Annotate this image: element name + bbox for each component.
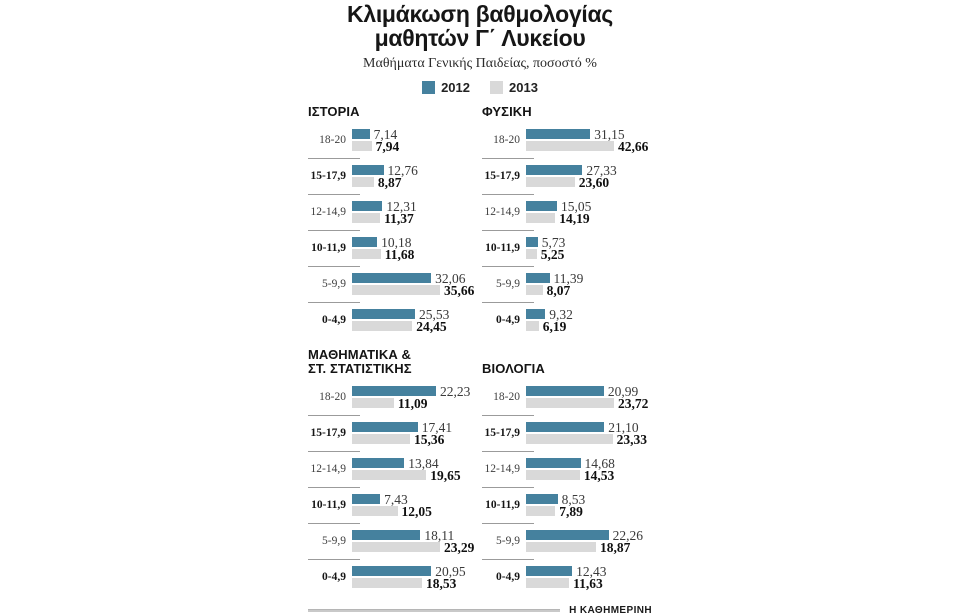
bar-2013: [526, 285, 543, 295]
value-label-2013: 19,65: [430, 467, 461, 483]
grade-band-row: [308, 123, 478, 158]
bar-line-2013: [352, 503, 478, 519]
grade-band-row: [308, 194, 478, 230]
panel-title: [308, 347, 478, 376]
value-label-2013: 8,87: [377, 174, 402, 190]
bar-line-2012: [526, 491, 652, 507]
bar-2012: [352, 530, 420, 540]
value-label-2012: 12,43: [576, 563, 607, 579]
value-label-2013: 42,66: [618, 138, 649, 154]
bar-line-2013: [526, 539, 652, 555]
legend-label-2013: 2013: [509, 80, 538, 95]
value-label-2012: 22,26: [612, 527, 643, 543]
value-label-2013: 18,53: [426, 575, 457, 591]
value-label-2013: 7,89: [559, 503, 583, 519]
bar-pair: [526, 270, 652, 298]
bar-2013: [352, 177, 374, 187]
bar-pair: [352, 419, 478, 447]
legend-swatch-2013-icon: [490, 81, 503, 94]
value-label-2012: 20,99: [607, 383, 639, 399]
panel-title-line: ΦΥΣΙΚΗ: [482, 104, 532, 119]
bar-pair: [352, 198, 478, 226]
value-label-2012: 7,14: [373, 126, 398, 142]
grade-band-row: [482, 451, 652, 487]
row-body: [482, 380, 652, 415]
grade-band-label: 0-4,9: [496, 314, 520, 326]
value-label-2013: 6,19: [542, 318, 567, 334]
grade-band-label: 5-9,9: [322, 278, 346, 290]
value-label-2013: 24,45: [416, 318, 447, 334]
bar-line-2012: [352, 162, 478, 178]
bar-line-2012: [526, 527, 652, 543]
grade-band-label: 0-4,9: [322, 571, 346, 583]
grade-band-row: [308, 230, 478, 266]
bar-2013: [526, 434, 613, 444]
bar-pair: [352, 306, 478, 334]
bar-2013: [526, 398, 614, 408]
bar-2012: [352, 129, 370, 139]
value-label-2012: 12,31: [386, 198, 417, 214]
value-label-2012: 22,23: [440, 383, 471, 399]
bar-line-2012: [526, 126, 652, 142]
bar-2013: [352, 542, 440, 552]
panel-title-line: ΒΙΟΛΟΓΙΑ: [482, 361, 545, 376]
bar-line-2012: [352, 198, 478, 214]
value-label-2013: 11,63: [573, 575, 603, 591]
bar-line-2013: [526, 503, 652, 519]
grade-band-label: 5-9,9: [496, 278, 520, 290]
bar-2012: [352, 201, 382, 211]
row-body: [482, 231, 652, 266]
bar-line-2012: [526, 306, 652, 322]
footer-rule: [308, 609, 560, 612]
bar-2012: [352, 309, 415, 319]
bar-pair: [352, 126, 478, 154]
bar-line-2012: [352, 455, 478, 471]
grade-band-row: [482, 302, 652, 338]
value-label-2012: 5,73: [541, 234, 566, 250]
bar-line-2012: [352, 306, 478, 322]
row-body: [482, 488, 652, 523]
panel-rows: [482, 123, 652, 338]
bar-line-2012: [352, 419, 478, 435]
grade-band-row: [308, 380, 478, 415]
legend: [308, 80, 652, 95]
grade-band-label: 12-14,9: [310, 206, 346, 218]
grade-band-row: [482, 266, 652, 302]
bar-2013: [352, 285, 440, 295]
chart-panel: [482, 104, 652, 338]
panel-rows: [308, 380, 478, 595]
bar-2013: [352, 506, 398, 516]
grade-band-label: 15-17,9: [484, 427, 520, 439]
row-body: [308, 524, 478, 559]
bar-2012: [526, 566, 572, 576]
row-body: [308, 560, 478, 595]
infographic: [308, 0, 652, 616]
grade-band-label: 18-20: [319, 134, 346, 146]
bar-2012: [526, 237, 538, 247]
panels-grid: [308, 104, 652, 595]
bar-line-2012: [526, 234, 652, 250]
bar-pair: [526, 234, 652, 262]
value-label-2013: 18,87: [600, 539, 631, 555]
bar-2013: [526, 213, 555, 223]
bar-2012: [526, 201, 557, 211]
bar-2012: [352, 165, 384, 175]
bar-2012: [352, 386, 436, 396]
bar-line-2013: [352, 395, 478, 411]
value-label-2012: 12,76: [387, 162, 418, 178]
bar-line-2013: [526, 174, 652, 190]
bar-2012: [526, 273, 550, 283]
value-label-2013: 5,25: [540, 246, 565, 262]
panel-title: [308, 104, 478, 119]
bar-line-2013: [526, 282, 652, 298]
bar-2012: [352, 494, 380, 504]
grade-band-row: [308, 451, 478, 487]
value-label-2012: 15,05: [561, 198, 592, 214]
grade-band-label: 15-17,9: [310, 170, 346, 182]
subtitle: Μαθήματα Γενικής Παιδείας, ποσοστό %: [363, 56, 597, 71]
row-body: [308, 452, 478, 487]
value-label-2012: 17,41: [421, 419, 453, 435]
bar-line-2013: [352, 431, 478, 447]
bar-line-2012: [352, 383, 478, 399]
bar-pair: [352, 527, 478, 555]
value-label-2013: 11,37: [384, 210, 414, 226]
grade-band-label: 10-11,9: [485, 499, 520, 511]
bar-line-2013: [352, 138, 478, 154]
panel-title: [482, 104, 652, 119]
grade-band-label: 0-4,9: [496, 571, 520, 583]
row-body: [482, 524, 652, 559]
row-body: [482, 303, 652, 338]
bar-2012: [526, 494, 558, 504]
bar-2012: [526, 530, 609, 540]
value-label-2013: 7,94: [375, 138, 400, 154]
title-line-1: Κλιμάκωση βαθμολογίας: [347, 1, 613, 27]
grade-band-label: 5-9,9: [496, 535, 520, 547]
grade-band-label: 10-11,9: [485, 242, 520, 254]
bar-pair: [352, 270, 478, 298]
bar-line-2013: [352, 318, 478, 334]
value-label-2012: 18,11: [424, 527, 455, 543]
value-label-2012: 14,68: [584, 455, 615, 471]
row-body: [482, 267, 652, 302]
footer: [308, 605, 652, 616]
bar-line-2013: [526, 210, 652, 226]
bar-line-2012: [352, 234, 478, 250]
row-body: [482, 195, 652, 230]
legend-item-2012: [422, 80, 470, 95]
bar-line-2013: [352, 210, 478, 226]
bar-2013: [352, 470, 426, 480]
bar-2012: [352, 237, 377, 247]
grade-band-row: [482, 380, 652, 415]
row-body: [308, 159, 478, 194]
bar-2012: [352, 273, 431, 283]
bar-2013: [352, 434, 410, 444]
grade-band-row: [308, 559, 478, 595]
value-label-2012: 32,06: [435, 270, 466, 286]
bar-pair: [352, 162, 478, 190]
row-body: [482, 159, 652, 194]
value-label-2012: 11,39: [553, 270, 584, 286]
grade-band-label: 18-20: [319, 391, 346, 403]
legend-label-2012: 2012: [441, 80, 470, 95]
bar-line-2013: [352, 539, 478, 555]
bar-line-2012: [352, 563, 478, 579]
bar-pair: [526, 419, 652, 447]
bar-2013: [352, 141, 372, 151]
grade-band-row: [482, 523, 652, 559]
grade-band-row: [308, 487, 478, 523]
panel-rows: [482, 380, 652, 595]
bar-line-2012: [352, 126, 478, 142]
title-line-2: μαθητών Γ΄ Λυκείου: [374, 25, 586, 51]
row-body: [308, 416, 478, 451]
chart-panel: [308, 347, 478, 595]
bar-line-2012: [352, 527, 478, 543]
row-body: [308, 231, 478, 266]
bar-line-2012: [352, 491, 478, 507]
bar-line-2013: [526, 467, 652, 483]
bar-line-2013: [352, 467, 478, 483]
row-body: [308, 303, 478, 338]
grade-band-row: [482, 158, 652, 194]
grade-band-label: 10-11,9: [311, 242, 346, 254]
value-label-2012: 8,53: [561, 491, 586, 507]
bar-pair: [526, 527, 652, 555]
row-body: [308, 380, 478, 415]
bar-line-2013: [526, 138, 652, 154]
bar-2013: [352, 398, 394, 408]
bar-line-2012: [526, 162, 652, 178]
grade-band-label: 15-17,9: [484, 170, 520, 182]
bar-pair: [526, 126, 652, 154]
bar-2013: [526, 506, 555, 516]
value-label-2013: 12,05: [401, 503, 432, 519]
bar-pair: [352, 234, 478, 262]
bar-line-2012: [526, 383, 652, 399]
value-label-2012: 31,15: [594, 126, 625, 142]
bar-2012: [526, 165, 582, 175]
bar-pair: [526, 455, 652, 483]
bar-pair: [352, 491, 478, 519]
grade-band-row: [308, 302, 478, 338]
bar-2013: [526, 141, 614, 151]
value-label-2012: 20,95: [435, 563, 466, 579]
grade-band-row: [308, 158, 478, 194]
bar-2013: [526, 321, 539, 331]
bar-line-2013: [352, 282, 478, 298]
value-label-2013: 35,66: [444, 282, 475, 298]
row-body: [482, 560, 652, 595]
bar-pair: [526, 383, 652, 411]
value-label-2013: 14,19: [559, 210, 590, 226]
grade-band-row: [482, 415, 652, 451]
value-label-2012: 7,43: [384, 491, 408, 507]
chart-panel: [308, 104, 478, 338]
bar-line-2012: [352, 270, 478, 286]
value-label-2012: 13,84: [408, 455, 439, 471]
grade-band-label: 12-14,9: [310, 463, 346, 475]
grade-band-label: 18-20: [493, 391, 520, 403]
grade-band-row: [308, 523, 478, 559]
row-body: [482, 416, 652, 451]
value-label-2012: 10,18: [381, 234, 412, 250]
legend-item-2013: [490, 80, 538, 95]
bar-pair: [526, 162, 652, 190]
bar-line-2013: [526, 246, 652, 262]
bar-pair: [352, 563, 478, 591]
grade-band-row: [482, 194, 652, 230]
grade-band-label: 12-14,9: [484, 206, 520, 218]
grade-band-label: 10-11,9: [311, 499, 346, 511]
grade-band-row: [482, 487, 652, 523]
row-body: [308, 488, 478, 523]
value-label-2013: 23,60: [578, 174, 610, 190]
row-body: [482, 452, 652, 487]
panel-rows: [308, 123, 478, 338]
value-label-2012: 25,53: [419, 306, 450, 322]
grade-band-label: 15-17,9: [310, 427, 346, 439]
bar-2013: [352, 213, 380, 223]
panel-title-line: ΙΣΤΟΡΙΑ: [308, 104, 360, 119]
value-label-2013: 23,33: [616, 431, 647, 447]
legend-swatch-2012-icon: [422, 81, 435, 94]
bar-2012: [352, 422, 418, 432]
value-label-2013: 14,53: [583, 467, 615, 483]
bar-2013: [526, 177, 575, 187]
bar-line-2012: [526, 419, 652, 435]
bar-2012: [526, 309, 545, 319]
bar-line-2013: [526, 575, 652, 591]
bar-line-2013: [526, 318, 652, 334]
page-title: [308, 2, 652, 50]
row-body: [308, 123, 478, 158]
bar-2013: [352, 321, 412, 331]
bar-pair: [352, 383, 478, 411]
value-label-2013: 23,72: [618, 395, 649, 411]
grade-band-label: 18-20: [493, 134, 520, 146]
grade-band-row: [482, 230, 652, 266]
grade-band-row: [308, 266, 478, 302]
bar-line-2013: [352, 174, 478, 190]
bar-2013: [352, 249, 381, 259]
grade-band-label: 5-9,9: [322, 535, 346, 547]
bar-line-2013: [352, 246, 478, 262]
bar-line-2012: [526, 198, 652, 214]
bar-2013: [352, 578, 422, 588]
bar-line-2012: [526, 455, 652, 471]
bar-pair: [526, 306, 652, 334]
panel-title: [482, 347, 652, 376]
bar-line-2013: [526, 395, 652, 411]
bar-2013: [526, 470, 580, 480]
bar-pair: [526, 198, 652, 226]
grade-band-row: [482, 559, 652, 595]
grade-band-row: [308, 415, 478, 451]
source-credit: Η ΚΑΘΗΜΕΡΙΝΗ: [569, 605, 652, 616]
bar-2012: [352, 566, 431, 576]
bar-line-2012: [526, 270, 652, 286]
bar-2012: [352, 458, 404, 468]
bar-pair: [352, 455, 478, 483]
bar-2013: [526, 542, 596, 552]
bar-line-2012: [526, 563, 652, 579]
bar-pair: [526, 491, 652, 519]
value-label-2013: 15,36: [414, 431, 445, 447]
value-label-2012: 21,10: [608, 419, 639, 435]
bar-2012: [526, 458, 581, 468]
bar-line-2013: [352, 575, 478, 591]
bar-line-2013: [526, 431, 652, 447]
grade-band-row: [482, 123, 652, 158]
value-label-2013: 23,29: [444, 539, 475, 555]
bar-2012: [526, 386, 604, 396]
panel-title-line: ΜΑΘΗΜΑΤΙΚΑ &: [308, 347, 412, 362]
bar-2013: [526, 578, 569, 588]
row-body: [308, 195, 478, 230]
grade-band-label: 12-14,9: [484, 463, 520, 475]
bar-2012: [526, 422, 604, 432]
row-body: [482, 123, 652, 158]
row-body: [308, 267, 478, 302]
value-label-2013: 8,07: [546, 282, 571, 298]
value-label-2013: 11,09: [397, 395, 428, 411]
value-label-2012: 9,32: [549, 306, 573, 322]
grade-band-label: 0-4,9: [322, 314, 346, 326]
bar-2013: [526, 249, 537, 259]
chart-panel: [482, 347, 652, 595]
bar-2012: [526, 129, 590, 139]
panel-title-line: ΣΤ. ΣΤΑΤΙΣΤΙΚΗΣ: [308, 361, 412, 376]
value-label-2012: 27,33: [586, 162, 617, 178]
value-label-2013: 11,68: [384, 246, 415, 262]
bar-pair: [526, 563, 652, 591]
